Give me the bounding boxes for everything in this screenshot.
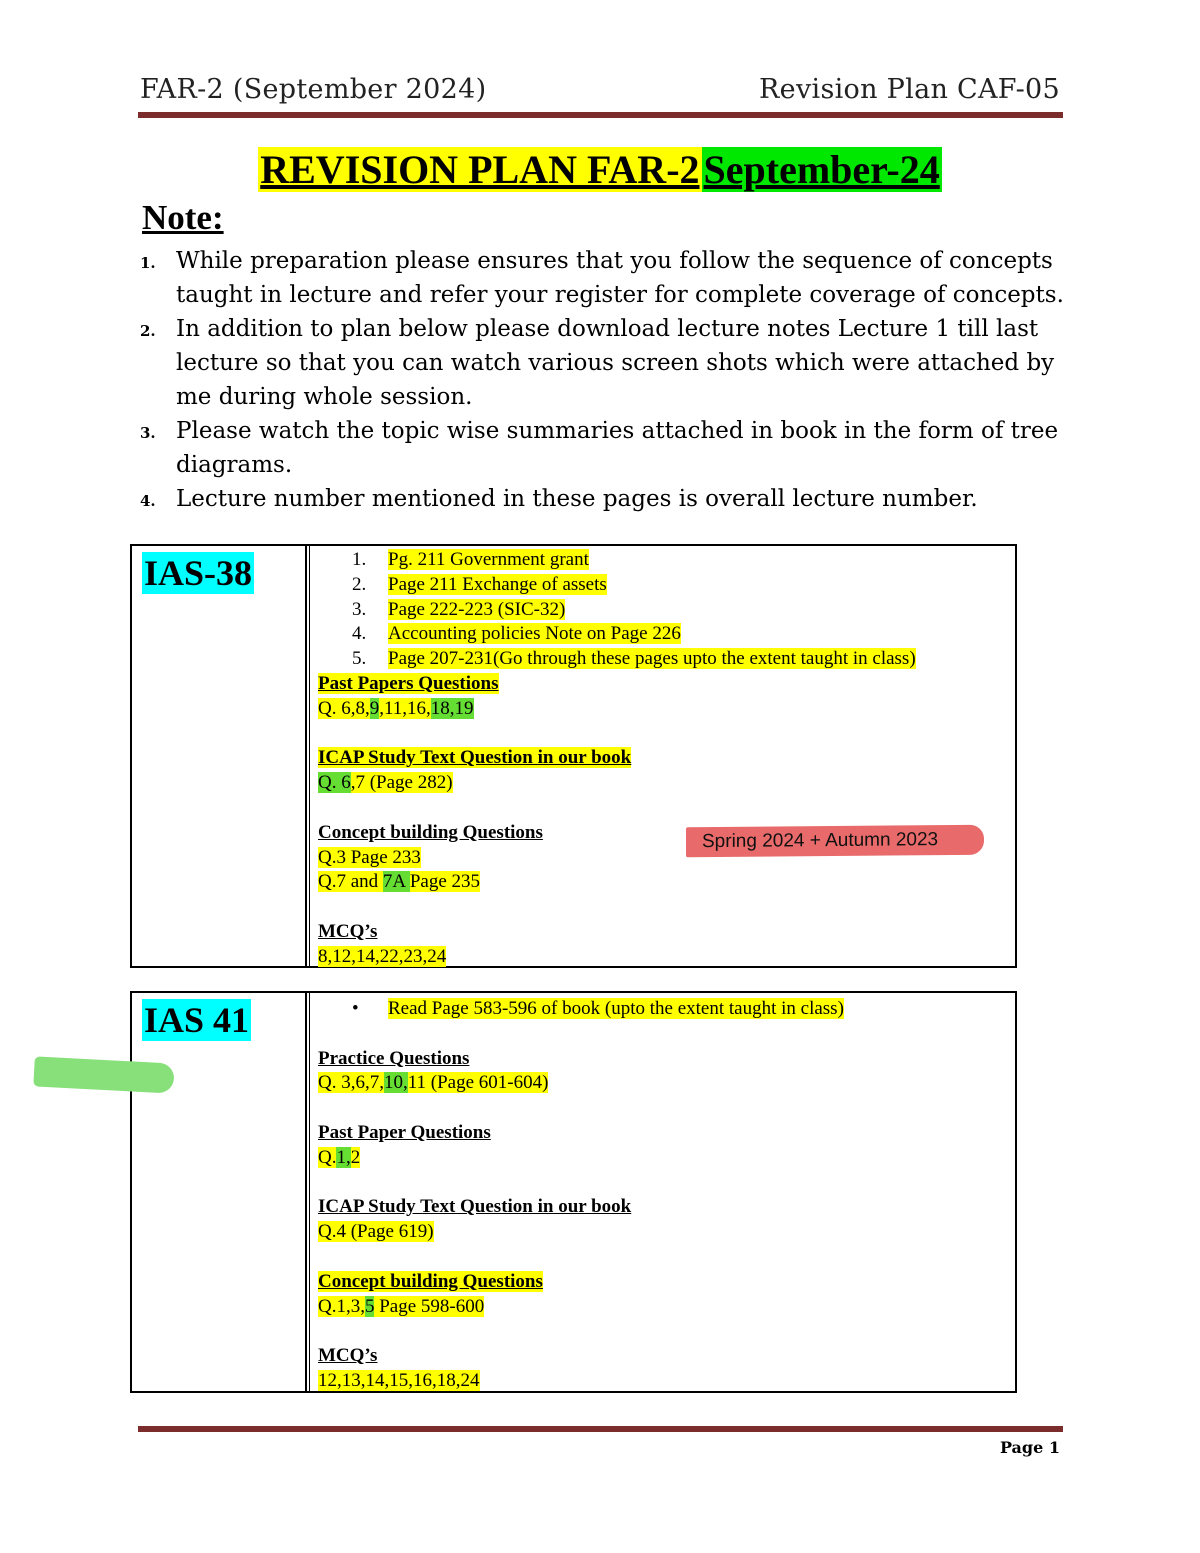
header-left-title: FAR-2 (September 2024) xyxy=(140,74,487,105)
page-number: Page 1 xyxy=(999,1438,1060,1457)
past-heading-text: Past Paper Questions xyxy=(318,1121,491,1143)
question-list: 1, xyxy=(336,1146,351,1168)
past-heading xyxy=(318,1121,844,1146)
ias38-table xyxy=(130,544,1017,968)
question-list: ,11,16, xyxy=(379,697,431,719)
icap-values xyxy=(318,1220,844,1245)
mcq-values xyxy=(318,945,916,970)
question-list: 11 (Page 601-604) xyxy=(407,1072,549,1094)
list-item xyxy=(318,573,916,598)
header-right-title: Revision Plan CAF-05 xyxy=(759,74,1060,105)
question-list: 12,13,14,15,16,18,24 xyxy=(318,1369,480,1391)
note-number: 4. xyxy=(140,492,156,510)
note-text: While preparation please ensures that you follow the sequence of concepts taught in lecture and refer your register for complete coverage of concepts. xyxy=(176,248,1064,308)
note-item xyxy=(140,482,1065,516)
list-number: 2. xyxy=(352,573,367,595)
column-divider xyxy=(309,546,310,966)
list-item xyxy=(318,548,916,573)
note-text: In addition to plan below please download lecture notes Lecture 1 till last lecture so that you can watch various screen shots which were attached by me during whole session. xyxy=(176,316,1055,410)
question-list: Q. 6,8, xyxy=(318,697,370,719)
icap-heading xyxy=(318,1195,844,1220)
column-divider xyxy=(305,546,307,966)
note-number: 2. xyxy=(140,322,156,340)
ias38-label: IAS-38 xyxy=(144,553,253,593)
concept-heading-text: Concept building Questions xyxy=(318,1270,543,1292)
question-list: Q.1,3, xyxy=(318,1295,365,1317)
mcq-heading xyxy=(318,1344,844,1369)
list-text: Accounting policies Note on Page 226 xyxy=(388,623,681,645)
bullet-item xyxy=(318,997,844,1022)
note-item xyxy=(140,414,1065,482)
question-list: Page 235 xyxy=(409,871,481,893)
mcq-heading xyxy=(318,920,916,945)
practice-heading xyxy=(318,1047,844,1072)
list-number: 4. xyxy=(352,623,367,645)
concept-heading xyxy=(318,1270,844,1295)
bullet-text: Read Page 583-596 of book (upto the extent taught in class) xyxy=(388,998,844,1019)
mcq-heading-text: MCQ’s xyxy=(318,920,378,942)
note-item xyxy=(140,244,1065,312)
concept-heading-text: Concept building Questions xyxy=(318,821,543,843)
note-item xyxy=(140,312,1065,414)
icap-values xyxy=(318,771,916,796)
note-text: Please watch the topic wise summaries attached in book in the form of tree diagrams. xyxy=(176,418,1059,478)
title-part-2: September-24 xyxy=(703,147,940,192)
list-item xyxy=(318,647,916,672)
mcq-values xyxy=(318,1369,844,1394)
note-text: Lecture number mentioned in these pages is overall lecture number. xyxy=(176,486,978,512)
practice-values xyxy=(318,1071,844,1096)
handwritten-annotation-stamp: Spring 2024 + Autumn 2023 xyxy=(686,825,984,858)
icap-heading-text: ICAP Study Text Question in our book xyxy=(318,747,632,769)
question-list: 8,12,14,22,23,24 xyxy=(318,945,447,967)
list-number: 1. xyxy=(352,549,367,570)
list-item xyxy=(318,598,916,623)
ias41-table xyxy=(130,991,1017,1393)
footer-rule xyxy=(138,1426,1063,1432)
list-text: Page 207-231(Go through these pages upto the extent taught in class) xyxy=(388,648,916,670)
list-text: Pg. 211 Government grant xyxy=(388,549,589,570)
question-list: 5 xyxy=(364,1295,375,1317)
question-list: Q. 3,6,7, xyxy=(318,1072,384,1094)
header-rule xyxy=(138,112,1063,118)
bullet-icon: • xyxy=(352,998,359,1019)
question-list: Page 598-600 xyxy=(374,1295,485,1317)
question-list: ,7 (Page 282) xyxy=(350,772,453,794)
highlighter-mark xyxy=(33,1056,174,1093)
note-heading: Note: xyxy=(142,198,224,237)
icap-heading xyxy=(318,746,916,771)
question-list: 18,19 xyxy=(430,697,474,719)
mcq-heading-text: MCQ’s xyxy=(318,1345,378,1367)
question-list: 10, xyxy=(383,1072,408,1094)
question-list: 9 xyxy=(369,697,380,719)
column-divider xyxy=(305,993,307,1391)
past-papers-heading-text: Past Papers Questions xyxy=(318,672,499,694)
question-list: Q.3 Page 233 xyxy=(318,846,421,868)
past-papers-values xyxy=(318,697,916,722)
list-number: 3. xyxy=(352,598,367,620)
past-papers-heading xyxy=(318,672,916,697)
question-list: Q.7 and xyxy=(318,871,383,893)
concept-value xyxy=(318,870,916,895)
page-title xyxy=(0,146,1200,193)
note-number: 3. xyxy=(140,424,156,442)
question-list: 7A xyxy=(382,871,410,893)
notes-list xyxy=(140,244,1065,516)
list-text: Page 222-223 (SIC-32) xyxy=(388,598,566,620)
column-divider xyxy=(309,993,310,1391)
ias41-label: IAS 41 xyxy=(144,1000,250,1040)
list-number: 5. xyxy=(352,648,367,670)
title-part-1: REVISION PLAN FAR-2 xyxy=(260,147,700,192)
practice-heading-text: Practice Questions xyxy=(318,1047,470,1069)
ias41-content xyxy=(318,997,844,1394)
question-list: Q.4 (Page 619) xyxy=(318,1221,434,1243)
icap-heading-text: ICAP Study Text Question in our book xyxy=(318,1196,632,1218)
question-list: 2 xyxy=(350,1146,361,1168)
past-values xyxy=(318,1146,844,1171)
ias38-content xyxy=(318,548,916,970)
question-list: Q. 6 xyxy=(318,772,351,794)
question-list: Q. xyxy=(318,1146,337,1168)
list-text: Page 211 Exchange of assets xyxy=(388,573,607,595)
note-number: 1. xyxy=(140,254,156,272)
concept-values xyxy=(318,1295,844,1320)
list-item xyxy=(318,622,916,647)
